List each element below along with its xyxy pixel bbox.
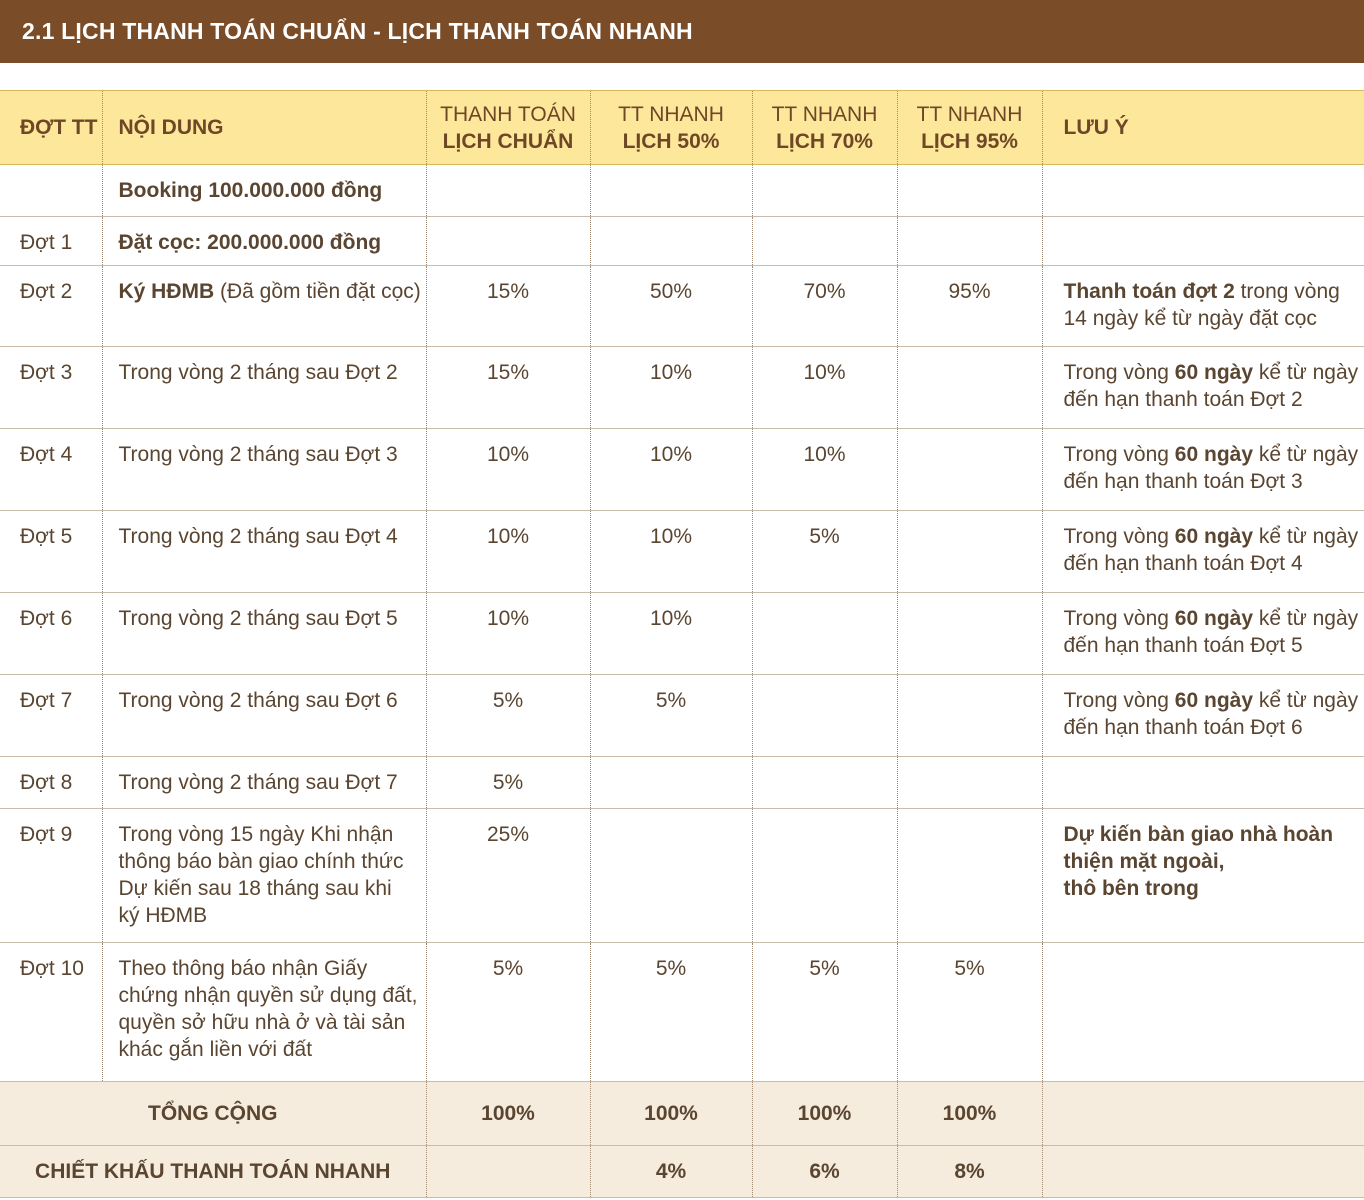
table-header-row bbox=[0, 91, 1364, 165]
note-pre: Trong vòng bbox=[1063, 443, 1175, 466]
note-rest: kể từ ngày đến hạn thanh toán Đợt 4 bbox=[1063, 525, 1359, 575]
note-bold: 60 ngày bbox=[1174, 607, 1254, 630]
row-dot: Đợt 8 bbox=[0, 757, 102, 809]
row-n70 bbox=[752, 165, 897, 217]
row-chuan: 5% bbox=[426, 943, 590, 1082]
header-lich-50-line2: LỊCH 50% bbox=[622, 129, 720, 153]
row-n70: 10% bbox=[752, 347, 897, 429]
row-chuan: 25% bbox=[426, 809, 590, 943]
row-content: Đặt cọc: 200.000.000 đồng bbox=[102, 217, 426, 266]
row-n95: 5% bbox=[897, 943, 1042, 1082]
discount-n70: 6% bbox=[752, 1146, 897, 1198]
row-dot: Đợt 9 bbox=[0, 809, 102, 943]
row-n70: 5% bbox=[752, 511, 897, 593]
row-content: Trong vòng 2 tháng sau Đợt 3 bbox=[102, 429, 426, 511]
header-lich-95-line2: LỊCH 95% bbox=[921, 129, 1018, 153]
table-row bbox=[0, 347, 1364, 429]
row-content bbox=[102, 266, 426, 347]
discount-n95: 8% bbox=[897, 1146, 1042, 1198]
header-lich-70 bbox=[752, 91, 897, 165]
row-chuan: 10% bbox=[426, 429, 590, 511]
discount-note bbox=[1042, 1146, 1364, 1198]
note-rest: trong vòng 14 ngày kể từ ngày đặt cọc bbox=[1063, 280, 1340, 330]
row-content: Trong vòng 2 tháng sau Đợt 2 bbox=[102, 347, 426, 429]
total-n70: 100% bbox=[752, 1082, 897, 1146]
note-rest: kể từ ngày đến hạn thanh toán Đợt 6 bbox=[1063, 689, 1359, 739]
row-chuan: 10% bbox=[426, 593, 590, 675]
row-n70 bbox=[752, 675, 897, 757]
row-content: Trong vòng 2 tháng sau Đợt 4 bbox=[102, 511, 426, 593]
row-note bbox=[1042, 266, 1364, 347]
row-n50 bbox=[590, 217, 752, 266]
row-dot: Đợt 5 bbox=[0, 511, 102, 593]
header-lich-70-line2: LỊCH 70% bbox=[776, 129, 873, 153]
total-n50: 100% bbox=[590, 1082, 752, 1146]
table-row bbox=[0, 675, 1364, 757]
row-dot: Đợt 1 bbox=[0, 217, 102, 266]
header-lich-95 bbox=[897, 91, 1042, 165]
header-lich-chuan-line1: THANH TOÁN bbox=[440, 102, 576, 126]
note-pre: Trong vòng bbox=[1063, 361, 1175, 384]
row-note bbox=[1042, 943, 1364, 1082]
row-n50 bbox=[590, 757, 752, 809]
row-content: Theo thông báo nhận Giấy chứng nhận quyền sử dụng đất, quyền sở hữu nhà ở và tài sản khác gắn liền với đất bbox=[102, 943, 426, 1082]
row-note bbox=[1042, 217, 1364, 266]
row-n50: 10% bbox=[590, 429, 752, 511]
row-dot: Đợt 4 bbox=[0, 429, 102, 511]
row-note bbox=[1042, 347, 1364, 429]
row-note bbox=[1042, 593, 1364, 675]
table-row bbox=[0, 593, 1364, 675]
discount-row bbox=[0, 1146, 1364, 1198]
total-label: TỔNG CỘNG bbox=[0, 1082, 426, 1146]
total-note bbox=[1042, 1082, 1364, 1146]
header-lich-chuan-line2: LỊCH CHUẨN bbox=[442, 129, 574, 153]
discount-n50: 4% bbox=[590, 1146, 752, 1198]
page-title: 2.1 LỊCH THANH TOÁN CHUẨN - LỊCH THANH TOÁN NHANH bbox=[0, 0, 1364, 63]
row-n95 bbox=[897, 757, 1042, 809]
row-n50 bbox=[590, 165, 752, 217]
discount-label: CHIẾT KHẤU THANH TOÁN NHANH bbox=[0, 1146, 426, 1198]
note-bold: Thanh toán đợt 2 bbox=[1063, 280, 1235, 303]
table-row bbox=[0, 757, 1364, 809]
header-lich-95-line1: TT NHANH bbox=[916, 102, 1023, 126]
note-bold: 60 ngày bbox=[1174, 689, 1254, 712]
row-chuan bbox=[426, 165, 590, 217]
row-n95 bbox=[897, 593, 1042, 675]
note-line2: thô bên trong bbox=[1063, 877, 1199, 900]
table-row bbox=[0, 165, 1364, 217]
row-n50: 50% bbox=[590, 266, 752, 347]
table-row bbox=[0, 943, 1364, 1082]
row-chuan: 15% bbox=[426, 347, 590, 429]
row-content: Booking 100.000.000 đồng bbox=[102, 165, 426, 217]
row-dot: Đợt 7 bbox=[0, 675, 102, 757]
row-dot: Đợt 2 bbox=[0, 266, 102, 347]
note-pre: Trong vòng bbox=[1063, 607, 1175, 630]
row-n95 bbox=[897, 675, 1042, 757]
row-n50 bbox=[590, 809, 752, 943]
row-content: Trong vòng 2 tháng sau Đợt 5 bbox=[102, 593, 426, 675]
row-n50: 5% bbox=[590, 675, 752, 757]
header-lich-chuan bbox=[426, 91, 590, 165]
row-content-rest: (Đã gồm tiền đặt cọc) bbox=[214, 280, 421, 303]
row-content: Trong vòng 2 tháng sau Đợt 6 bbox=[102, 675, 426, 757]
row-chuan: 15% bbox=[426, 266, 590, 347]
row-note bbox=[1042, 165, 1364, 217]
row-n70 bbox=[752, 217, 897, 266]
note-pre: Trong vòng bbox=[1063, 689, 1175, 712]
row-chuan: 10% bbox=[426, 511, 590, 593]
note-rest: kể từ ngày đến hạn thanh toán Đợt 3 bbox=[1063, 443, 1359, 493]
header-lich-50-line1: TT NHANH bbox=[618, 102, 724, 126]
table-row bbox=[0, 266, 1364, 347]
payment-schedule-table bbox=[0, 90, 1364, 1198]
row-note bbox=[1042, 429, 1364, 511]
row-content-bold: Ký HĐMB bbox=[118, 280, 215, 303]
row-chuan bbox=[426, 217, 590, 266]
row-note bbox=[1042, 511, 1364, 593]
row-dot: Đợt 3 bbox=[0, 347, 102, 429]
row-n95 bbox=[897, 165, 1042, 217]
header-noidung: NỘI DUNG bbox=[102, 91, 426, 165]
header-dot: ĐỢT TT bbox=[0, 91, 102, 165]
header-lich-50 bbox=[590, 91, 752, 165]
row-n70: 70% bbox=[752, 266, 897, 347]
note-bold: 60 ngày bbox=[1174, 361, 1254, 384]
note-line1: Dự kiến bàn giao nhà hoàn thiện mặt ngoài, bbox=[1063, 823, 1334, 873]
row-n70 bbox=[752, 809, 897, 943]
row-n70 bbox=[752, 593, 897, 675]
note-bold: 60 ngày bbox=[1174, 443, 1254, 466]
row-n50: 10% bbox=[590, 593, 752, 675]
row-n50: 5% bbox=[590, 943, 752, 1082]
row-content: Trong vòng 15 ngày Khi nhận thông báo bàn giao chính thức Dự kiến sau 18 tháng sau khi ký HĐMB bbox=[102, 809, 426, 943]
row-n70: 5% bbox=[752, 943, 897, 1082]
row-dot bbox=[0, 165, 102, 217]
row-n70: 10% bbox=[752, 429, 897, 511]
row-n95 bbox=[897, 347, 1042, 429]
row-n70 bbox=[752, 757, 897, 809]
row-n95 bbox=[897, 511, 1042, 593]
row-dot: Đợt 6 bbox=[0, 593, 102, 675]
note-pre: Trong vòng bbox=[1063, 525, 1175, 548]
row-note bbox=[1042, 675, 1364, 757]
row-n95: 95% bbox=[897, 266, 1042, 347]
table-row bbox=[0, 809, 1364, 943]
row-content: Trong vòng 2 tháng sau Đợt 7 bbox=[102, 757, 426, 809]
row-n95 bbox=[897, 429, 1042, 511]
total-n95: 100% bbox=[897, 1082, 1042, 1146]
header-luu-y: LƯU Ý bbox=[1042, 91, 1364, 165]
row-dot: Đợt 10 bbox=[0, 943, 102, 1082]
row-n95 bbox=[897, 217, 1042, 266]
header-lich-70-line1: TT NHANH bbox=[771, 102, 878, 126]
total-chuan: 100% bbox=[426, 1082, 590, 1146]
table-row bbox=[0, 217, 1364, 266]
discount-chuan bbox=[426, 1146, 590, 1198]
total-row bbox=[0, 1082, 1364, 1146]
table-row bbox=[0, 429, 1364, 511]
note-bold: 60 ngày bbox=[1174, 525, 1254, 548]
row-note bbox=[1042, 809, 1364, 943]
note-rest: kể từ ngày đến hạn thanh toán Đợt 5 bbox=[1063, 607, 1359, 657]
note-rest: kể từ ngày đến hạn thanh toán Đợt 2 bbox=[1063, 361, 1359, 411]
row-n95 bbox=[897, 809, 1042, 943]
table-row bbox=[0, 511, 1364, 593]
row-note bbox=[1042, 757, 1364, 809]
row-n50: 10% bbox=[590, 511, 752, 593]
row-n50: 10% bbox=[590, 347, 752, 429]
row-chuan: 5% bbox=[426, 757, 590, 809]
row-chuan: 5% bbox=[426, 675, 590, 757]
